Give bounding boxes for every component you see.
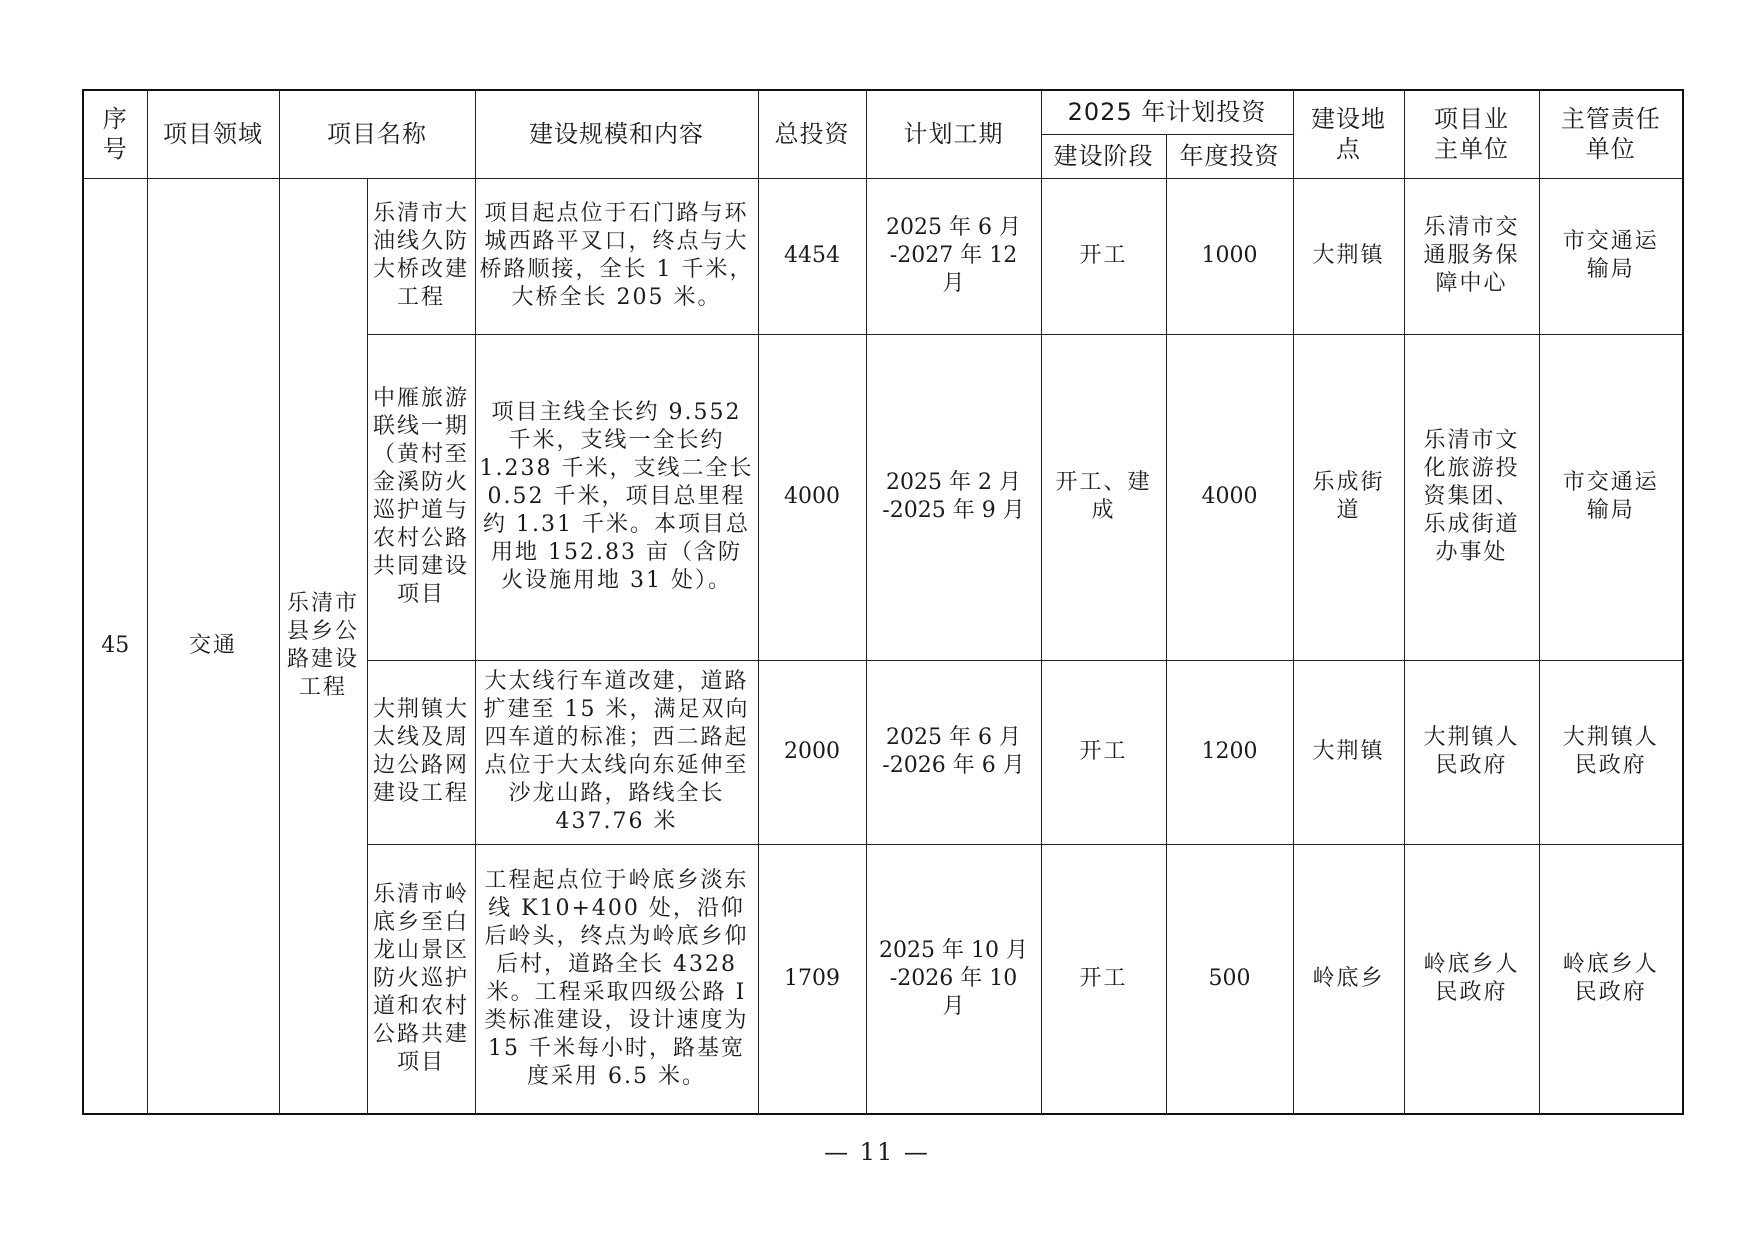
row-name: 乐清市大油线久防大桥改建工程	[367, 178, 475, 334]
row-owner: 乐清市交通服务保障中心	[1404, 178, 1539, 334]
row-period: 2025 年 6 月 -2026 年 6 月	[866, 660, 1041, 844]
row-location: 乐成街道	[1293, 334, 1404, 660]
row-period: 2025 年 10 月 -2026 年 10 月	[866, 844, 1041, 1114]
row-owner: 大荆镇人民政府	[1404, 660, 1539, 844]
group-field: 交通	[147, 178, 279, 1114]
row-annual: 4000	[1166, 334, 1293, 660]
header-plan-group: 2025 年计划投资	[1041, 90, 1293, 134]
row-annual: 1200	[1166, 660, 1293, 844]
row-total: 1709	[758, 844, 866, 1114]
row-supervisor: 大荆镇人民政府	[1539, 660, 1683, 844]
header-location: 建设地点	[1293, 90, 1404, 178]
header-seq: 序号	[83, 90, 147, 178]
group-parent-name: 乐清市县乡公路建设工程	[279, 178, 367, 1114]
row-stage: 开工	[1041, 844, 1166, 1114]
row-scale: 大太线行车道改建，道路扩建至 15 米，满足双向四车道的标准；西二路起点位于大太线向东延伸至沙龙山路，路线全长 437.76 米	[475, 660, 758, 844]
row-period: 2025 年 2 月 -2025 年 9 月	[866, 334, 1041, 660]
row-name: 大荆镇大太线及周边公路网建设工程	[367, 660, 475, 844]
row-name: 中雁旅游联线一期（黄村至金溪防火巡护道与农村公路共同建设项目	[367, 334, 475, 660]
project-table	[82, 89, 1684, 1115]
header-total: 总投资	[758, 90, 866, 178]
header-name: 项目名称	[279, 90, 475, 178]
header-period: 计划工期	[866, 90, 1041, 178]
row-location: 大荆镇	[1293, 660, 1404, 844]
row-scale: 项目起点位于石门路与环城西路平叉口，终点与大桥路顺接，全长 1 千米，大桥全长 205 米。	[475, 178, 758, 334]
row-scale: 项目主线全长约 9.552 千米，支线一全长约 1.238 千米，支线二全长 0.52 千米，项目总里程约 1.31 千米。本项目总用地 152.83 亩（含防火设施用地 31 处）。	[475, 334, 758, 660]
row-annual: 500	[1166, 844, 1293, 1114]
row-stage: 开工	[1041, 660, 1166, 844]
header-supervisor: 主管责任单位	[1539, 90, 1683, 178]
row-annual: 1000	[1166, 178, 1293, 334]
row-stage: 开工、建成	[1041, 334, 1166, 660]
row-total: 4454	[758, 178, 866, 334]
row-location: 大荆镇	[1293, 178, 1404, 334]
row-supervisor: 岭底乡人民政府	[1539, 844, 1683, 1114]
row-period: 2025 年 6 月 -2027 年 12 月	[866, 178, 1041, 334]
row-stage: 开工	[1041, 178, 1166, 334]
row-supervisor: 市交通运输局	[1539, 334, 1683, 660]
header-row-1	[83, 90, 1683, 134]
header-owner: 项目业主单位	[1404, 90, 1539, 178]
row-owner: 乐清市文化旅游投资集团、乐成街道办事处	[1404, 334, 1539, 660]
group-seq: 45	[83, 178, 147, 1114]
row-name: 乐清市岭底乡至白龙山景区防火巡护道和农村公路共建项目	[367, 844, 475, 1114]
table-row	[83, 178, 1683, 334]
header-scale: 建设规模和内容	[475, 90, 758, 178]
row-location: 岭底乡	[1293, 844, 1404, 1114]
row-scale: 工程起点位于岭底乡淡东线 K10+400 处，沿仰后岭头，终点为岭底乡仰后村，道路全长 4328 米。工程采取四级公路 I 类标准建设，设计速度为 15 千米每小时，路基宽度采用 6.5 米。	[475, 844, 758, 1114]
header-annual: 年度投资	[1166, 134, 1293, 178]
row-total: 2000	[758, 660, 866, 844]
header-stage: 建设阶段	[1041, 134, 1166, 178]
row-total: 4000	[758, 334, 866, 660]
row-supervisor: 市交通运输局	[1539, 178, 1683, 334]
header-field: 项目领域	[147, 90, 279, 178]
page-number: — 11 —	[824, 1138, 930, 1166]
row-owner: 岭底乡人民政府	[1404, 844, 1539, 1114]
